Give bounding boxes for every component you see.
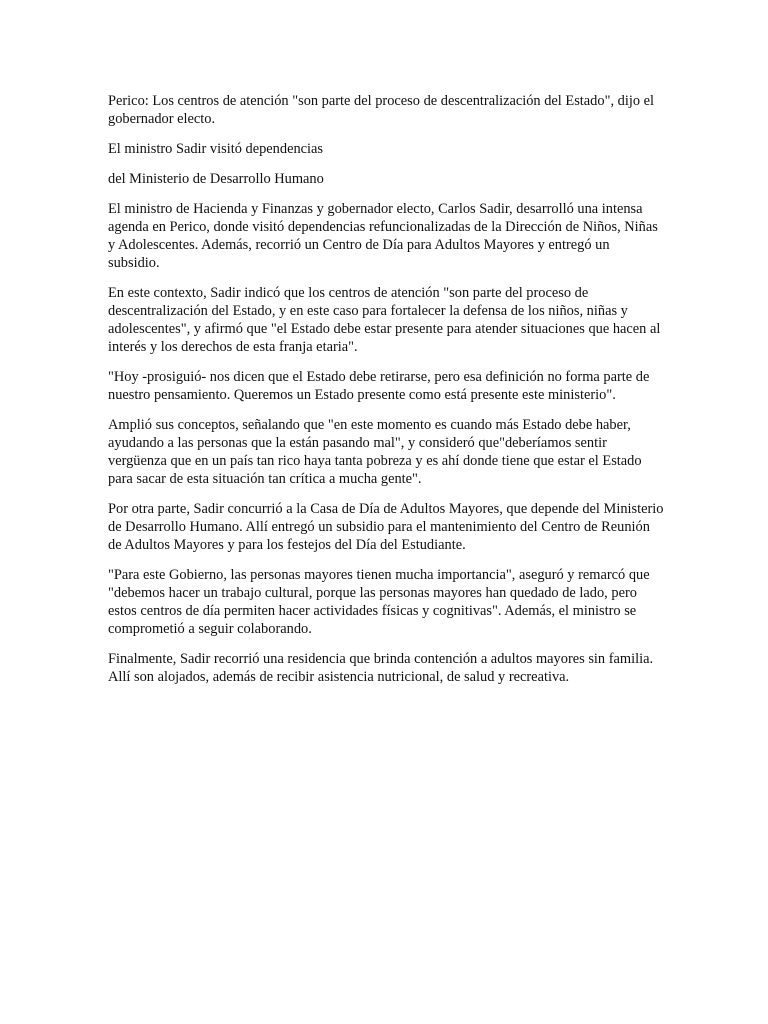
lead-paragraph: Perico: Los centros de atención "son parte del proceso de descentralización del Estado", dijo el gobernador electo. [108, 93, 655, 127]
body-paragraph: En este contexto, Sadir indicó que los centros de atención "son parte del proceso de descentralización del Estado, y en este caso para fortalecer la defensa de los niños, niñas y adolescentes", y afirmó que "el Estado debe estar presente para atender situaciones que hacen al interés y los derechos de esta franja etaria". [108, 285, 661, 355]
body-paragraph: Por otra parte, Sadir concurrió a la Casa de Día de Adultos Mayores, que depende del Ministerio de Desarrollo Humano. Allí entregó un subsidio para el mantenimiento del Centro de Reunión de Adultos Mayores y para los festejos del Día del Estudiante. [108, 501, 664, 553]
subheading-line-1: El ministro Sadir visitó dependencias [108, 141, 324, 157]
body-paragraph: El ministro de Hacienda y Finanzas y gobernador electo, Carlos Sadir, desarrolló una intensa agenda en Perico, donde visitó dependencias refuncionalizadas de la Dirección de Niños, Niñas y Adolescentes. Además, recorrió un Centro de Día para Adultos Mayores y entregó un subsidio. [108, 201, 658, 271]
body-paragraph: "Para este Gobierno, las personas mayores tienen mucha importancia", aseguró y remarcó que "debemos hacer un trabajo cultural, porque las personas mayores han quedado de lado, pero estos centros de día permiten hacer actividades físicas y cognitivas". Además, el ministro se comprometió a seguir colaborando. [108, 567, 650, 637]
body-paragraph: Amplió sus conceptos, señalando que "en este momento es cuando más Estado debe haber, ayudando a las personas que la están pasando mal", y consideró que"deberíamos sentir vergüenza que en un país tan rico haya tanta pobreza y es ahí donde tiene que estar el Estado para sacar de esta situación tan crítica a mucha gente". [108, 417, 642, 487]
subheading-line-2: del Ministerio de Desarrollo Humano [108, 171, 324, 187]
body-paragraph: "Hoy -prosiguió- nos dicen que el Estado debe retirarse, pero esa definición no forma parte de nuestro pensamiento. Queremos un Estado presente como está presente este ministerio". [108, 369, 650, 403]
document-page [108, 92, 664, 698]
body-paragraph: Finalmente, Sadir recorrió una residencia que brinda contención a adultos mayores sin familia. Allí son alojados, además de recibir asistencia nutricional, de salud y recreativa. [108, 651, 654, 685]
